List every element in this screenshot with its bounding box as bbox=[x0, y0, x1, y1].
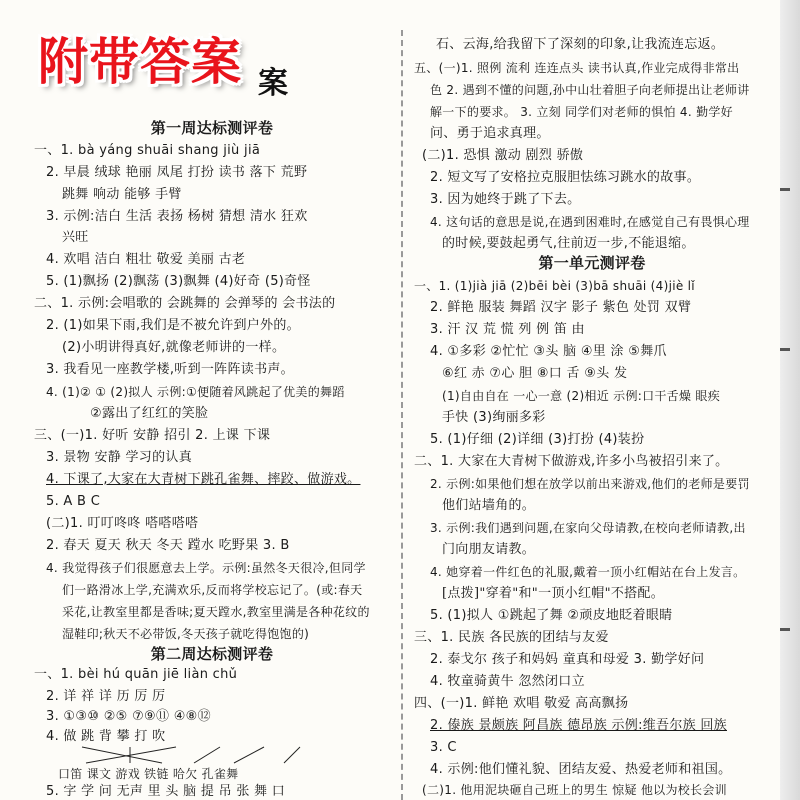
answer-line: 5. (1)拟人 ①跳起了舞 ②顽皮地眨着眼睛 bbox=[430, 608, 673, 623]
answer-line: 3. 示例:我们遇到问题,在家向父母请教,在校向老师请教,出 bbox=[430, 521, 746, 535]
answer-line: 4. (1)② ① (2)拟人 示例:①便随着风跳起了优美的舞蹈 bbox=[46, 385, 345, 399]
answer-line: 一、1. bà yáng shuāi shang jiù jiā bbox=[34, 143, 261, 158]
banner-tail-char: 案 bbox=[258, 66, 288, 101]
answer-line: 一、1. bèi hú quān jiē liàn chǔ bbox=[34, 667, 238, 682]
section-title-week1: 第一周达标测评卷 bbox=[150, 119, 274, 137]
answer-line: 二、1. 示例:会唱歌的 会跳舞的 会弹琴的 会书法的 bbox=[34, 296, 336, 311]
answer-line: 4. 她穿着一件红色的礼服,戴着一顶小红帽站在台上发言。 bbox=[430, 565, 746, 579]
page-edge bbox=[780, 0, 800, 800]
answer-line: 的时候,要鼓起勇气,往前迈一步,不能退缩。 bbox=[442, 236, 695, 251]
answer-line: 3. 景物 安静 学习的认真 bbox=[46, 450, 193, 465]
answer-line: 2. 短文写了安格拉克服胆怯练习跳水的故事。 bbox=[430, 170, 701, 185]
answer-line: 石、云海,给我留下了深刻的印象,让我流连忘返。 bbox=[436, 37, 725, 52]
answer-line: 4. 我觉得孩子们很愿意去上学。示例:虽然冬天很冷,但同学 bbox=[46, 561, 366, 575]
answer-line: 3. 汗 汉 荒 慌 列 例 笛 由 bbox=[430, 322, 585, 337]
answer-line: 2. 鲜艳 服装 舞蹈 汉字 影子 紫色 处罚 双臂 bbox=[430, 300, 692, 315]
answer-line: 他们站墙角的。 bbox=[442, 498, 536, 513]
answer-line: 们一路滑冰上学,充满欢乐,反而将学校忘记了。(或:春天 bbox=[62, 583, 363, 597]
answer-line: (2)小明讲得真好,就像老师讲的一样。 bbox=[62, 340, 286, 355]
answer-line: 手快 (3)绚丽多彩 bbox=[442, 410, 546, 425]
answer-line: 5. A B C bbox=[46, 494, 101, 509]
hint-note: [点拨]"穿着"和"一顶小红帽"不搭配。 bbox=[442, 586, 665, 601]
answer-line: 采花,让教室里都是香味;夏天蹚水,教室里满是各种花纹的 bbox=[62, 605, 370, 619]
answer-line: 2. 春天 夏天 秋天 冬天 蹚水 吃野果 3. B bbox=[46, 538, 290, 553]
answer-line: 2. (1)如果下雨,我们是不被允许到户外的。 bbox=[46, 318, 300, 333]
answer-line: 3. 示例:洁白 生活 表扬 杨树 猜想 清水 狂欢 bbox=[46, 209, 308, 224]
answer-line: ⑥红 赤 ⑦心 胆 ⑧口 舌 ⑨头 发 bbox=[442, 366, 628, 381]
answer-line: 3. 因为她终于跳了下去。 bbox=[430, 192, 581, 207]
answer-line: (二)1. 叮叮咚咚 嗒嗒嗒嗒 bbox=[46, 516, 199, 531]
answer-line: 3. ①③⑩ ②⑤ ⑦⑨⑪ ④⑧⑫ bbox=[46, 709, 211, 724]
edge-mark bbox=[780, 188, 790, 191]
answer-line: 问、勇于追求真理。 bbox=[430, 126, 550, 141]
column-divider bbox=[401, 30, 403, 800]
answer-line: 四、(一)1. 鲜艳 欢唱 敬爱 高高飘扬 bbox=[414, 696, 629, 711]
answer-line: 二、1. 大家在大青树下做游戏,许多小鸟被招引来了。 bbox=[414, 454, 729, 469]
matching-lines bbox=[74, 745, 304, 765]
answer-line: (二)1. 恐惧 激动 剧烈 骄傲 bbox=[422, 148, 584, 163]
matching-top-words: 4. 做 跳 背 攀 打 吹 bbox=[46, 729, 166, 744]
answer-line: 跳舞 响动 能够 手臂 bbox=[62, 187, 182, 202]
edge-mark bbox=[780, 348, 790, 351]
answer-line: 色 2. 遇到不懂的问题,孙中山壮着胆子向老师提出让老师讲 bbox=[430, 83, 750, 97]
answer-line: 2. 早晨 绒球 艳丽 凤尾 打扮 读书 落下 荒野 bbox=[46, 165, 308, 180]
answer-line: 一、1. (1)jià jiā (2)bēi bèi (3)bā shuāi (4)jiè lǐ bbox=[414, 279, 695, 293]
section-title-week2: 第二周达标测评卷 bbox=[150, 645, 274, 663]
answer-line: (二)1. 他用泥块砸自己班上的男生 惊疑 他以为校长会训 bbox=[422, 783, 727, 797]
answer-line: 4. 这句话的意思是说,在遇到困难时,在感觉自己有畏惧心理 bbox=[430, 215, 750, 229]
answer-line: 五、(一)1. 照例 流利 连连点头 读书认真,作业完成得非常出 bbox=[414, 61, 740, 75]
answer-line: 三、1. 民族 各民族的团结与友爱 bbox=[414, 630, 609, 645]
answer-line: (1)自由自在 一心一意 (2)相近 示例:口干舌燥 眼疾 bbox=[442, 389, 720, 403]
answer-banner: 附带答案 bbox=[38, 33, 242, 91]
answer-line: 2. 泰戈尔 孩子和妈妈 童真和母爱 3. 勤学好问 bbox=[430, 652, 705, 667]
answer-line: 三、(一)1. 好听 安静 招引 2. 上课 下课 bbox=[34, 428, 271, 443]
answer-line: 4. ①多彩 ②忙忙 ③头 脑 ④里 涂 ⑤舞爪 bbox=[430, 344, 667, 359]
answer-line: 5. (1)飘扬 (2)飘荡 (3)飘舞 (4)好奇 (5)奇怪 bbox=[46, 274, 311, 289]
answer-line: 门向朋友请教。 bbox=[442, 542, 536, 557]
answer-line: 3. C bbox=[430, 740, 457, 755]
answer-line: 2. 示例:如果他们想在放学以前出来游戏,他们的老师是要罚 bbox=[430, 477, 750, 491]
answer-line: ②露出了红红的笑脸 bbox=[90, 406, 209, 421]
edge-mark bbox=[780, 628, 790, 631]
section-title-unit1: 第一单元测评卷 bbox=[538, 254, 646, 272]
answer-line: 4. 牧童骑黄牛 忽然闭口立 bbox=[430, 674, 585, 689]
answer-line: 5. 字 学 问 无声 里 头 脑 提 吊 张 舞 口 bbox=[46, 784, 286, 799]
right-column bbox=[414, 0, 770, 800]
answer-line: 5. (1)仔细 (2)详细 (3)打扮 (4)装扮 bbox=[430, 432, 645, 447]
answer-line: 兴旺 bbox=[62, 230, 89, 245]
answer-line: 湿鞋印;秋天不必带饭,冬天孩子就吃得饱饱的) bbox=[62, 627, 310, 641]
answer-line: 4. 欢唱 洁白 粗壮 敬爱 美丽 古老 bbox=[46, 252, 246, 267]
answer-line: 4. 下课了,大家在大青树下跳孔雀舞、摔跤、做游戏。 bbox=[46, 472, 361, 487]
matching-bottom-words: 口笛 课文 游戏 铁链 哈欠 孔雀舞 bbox=[58, 767, 239, 781]
answer-line: 3. 我看见一座教学楼,听到一阵阵读书声。 bbox=[46, 362, 294, 377]
answer-line: 2. 傣族 景颇族 阿昌族 德昂族 示例:维吾尔族 回族 bbox=[430, 718, 727, 733]
answer-line: 4. 示例:他们懂礼貌、团结友爱、热爱老师和祖国。 bbox=[430, 762, 732, 777]
left-column bbox=[34, 0, 390, 800]
answer-line: 解一下的要求。 3. 立刻 同学们对老师的惧怕 4. 勤学好 bbox=[430, 105, 733, 119]
answer-line: 2. 详 祥 详 历 厉 厉 bbox=[46, 689, 166, 704]
